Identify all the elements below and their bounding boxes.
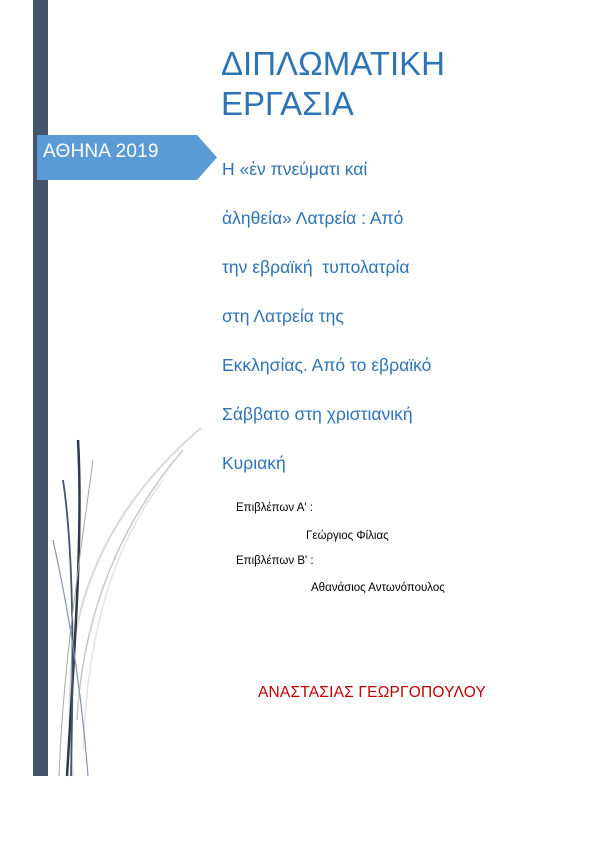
- subtitle-line: Σάββατο στη χριστιανική: [222, 403, 413, 424]
- subtitle-line: Η «ἐν πνεύματι καί: [222, 158, 368, 179]
- supervisor-b-name: Αθανάσιος Αντωνόπουλος: [311, 582, 445, 594]
- date-label: ΑΘΗΝΑ 2019: [43, 141, 159, 162]
- author-name: ΑΝΑΣΤΑΣΙΑΣ ΓΕΩΡΓΟΠΟΥΛΟΥ: [258, 684, 487, 701]
- decorative-curves: [33, 420, 213, 780]
- subtitle-line: Κυριακή: [222, 452, 286, 473]
- document-title: ΔΙΠΛΩΜΑΤΙΚΗ ΕΡΓΑΣΙΑ: [221, 45, 445, 122]
- supervisor-a-label: Επιβλέπων Α' :: [236, 502, 313, 514]
- subtitle-line: την εβραϊκή τυπολατρία: [222, 256, 410, 277]
- date-tab: [37, 135, 217, 180]
- subtitle-line: στη Λατρεία της: [222, 305, 344, 326]
- document-subtitle: [222, 132, 512, 500]
- subtitle-line: ἀληθεία» Λατρεία : Από: [222, 207, 404, 228]
- supervisor-b-label: Επιβλέπων Β' :: [236, 555, 314, 567]
- subtitle-line: Εκκλησίας. Από το εβραϊκό: [222, 354, 432, 375]
- supervisor-a-name: Γεώργιος Φίλιας: [306, 530, 389, 542]
